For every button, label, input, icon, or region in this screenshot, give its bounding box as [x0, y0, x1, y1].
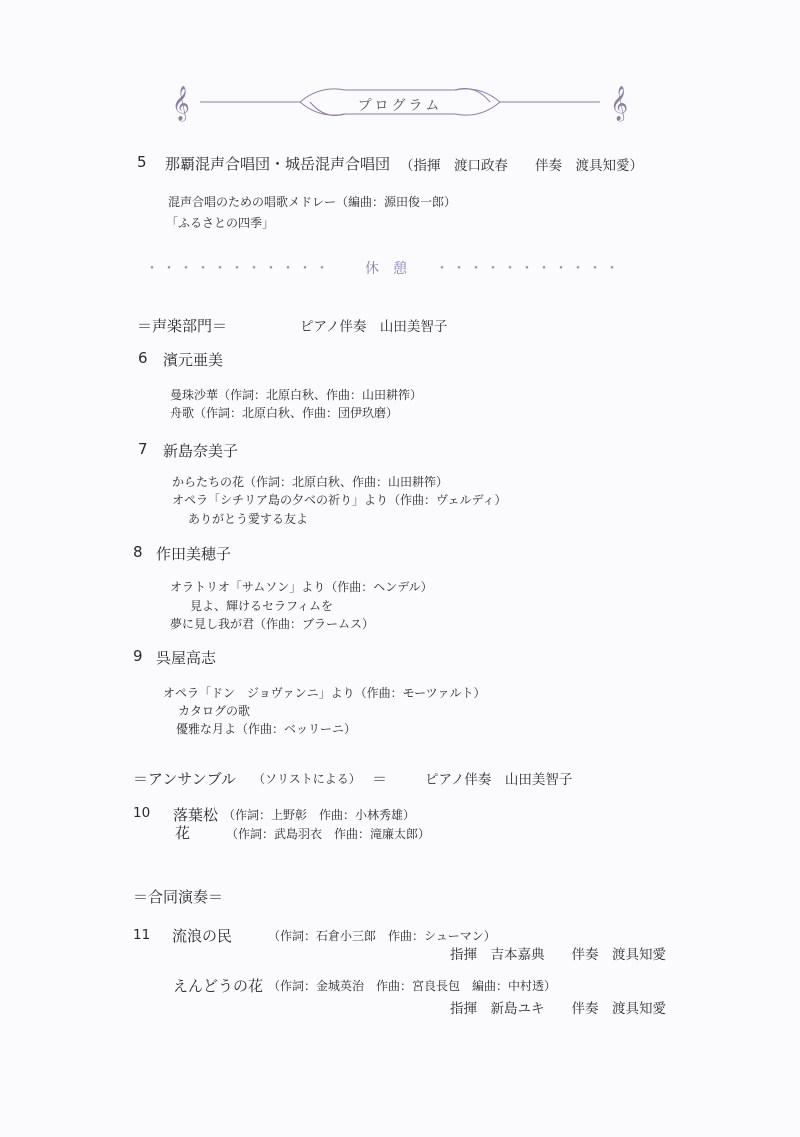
item-number: 11 [133, 927, 151, 943]
program-header [160, 80, 640, 130]
section-heading: ＝アンサンブル [133, 770, 237, 788]
song-title: 流浪の民 [172, 927, 233, 945]
song-line: カタログの歌 [178, 704, 251, 718]
song-line: 混声合唱のための唱歌メドレー（編曲：源田俊一郎） [168, 195, 457, 209]
song-line: オラトリオ「サムソン」より（作曲：ヘンデル） [170, 580, 433, 594]
performer-name: 新島奈美子 [163, 442, 239, 460]
song-title: 花 [175, 824, 191, 842]
staff-credit: 指揮 吉本嘉典 伴奏 渡具知愛 [450, 947, 666, 963]
intermission-label: 休憩 [365, 261, 421, 277]
song-credit: （作詞：武島羽衣 作曲：滝廉太郎） [226, 827, 431, 841]
song-line: オペラ「ドン ジョヴァンニ」より（作曲：モーツァルト） [163, 686, 486, 700]
accompanist-credit: ピアノ伴奏 山田美智子 [300, 319, 448, 335]
song-line: オペラ「シチリア島の夕べの祈り」より（作曲：ヴェルディ） [172, 493, 507, 507]
item-number: 10 [133, 805, 151, 821]
intermission-divider [145, 258, 645, 280]
song-line: 夢に見し我が君（作曲：ブラームス） [170, 617, 375, 631]
song-credit: （作詞：金城英治 作曲：宮良長包 編曲：中村透） [268, 979, 557, 993]
decorative-dots: ・・・・・・・・・・・ [145, 261, 332, 277]
song-credit: （作詞：石倉小三郎 作曲：シューマン） [268, 929, 496, 943]
treble-clef-left-icon: 𝄞 [172, 86, 190, 121]
song-line: 「ふるさとの四季」 [166, 216, 275, 230]
section-heading: ＝合同演奏＝ [133, 888, 224, 906]
item-number: 7 [138, 440, 148, 458]
performer-name: 那覇混声合唱団・城岳混声合唱団 [165, 155, 391, 173]
song-line: 見よ、輝けるセラフィムを [190, 599, 334, 613]
song-line: ありがとう愛する友よ [188, 512, 309, 526]
section-note: （ソリストによる） [253, 772, 361, 786]
song-line: 優雅な月よ（作曲：ベッリーニ） [176, 722, 357, 736]
decorative-dots: ・・・・・・・・・・・ [435, 261, 622, 277]
performer-name: 呉屋高志 [156, 649, 217, 667]
song-title: 落葉松 [173, 806, 219, 824]
program-title: プログラム [357, 98, 443, 114]
item-number: 8 [133, 543, 143, 561]
song-credit: （作詞：上野彰 作曲：小林秀雄） [223, 808, 416, 822]
item-number: 5 [137, 153, 147, 171]
song-line: 舟歌（作詞：北原白秋、作曲：団伊玖磨） [170, 406, 399, 420]
section-heading-close: ＝ [372, 770, 388, 788]
song-line: からたちの花（作詞：北原白秋、作曲：山田耕筰） [172, 475, 449, 489]
performer-name: 濱元亜美 [163, 351, 224, 369]
item-number: 6 [138, 349, 148, 367]
performer-name: 作田美穂子 [156, 545, 232, 563]
item-number: 9 [133, 647, 143, 665]
staff-credit: 指揮 新島ユキ 伴奏 渡具知愛 [450, 1001, 666, 1017]
song-line: 曼珠沙華（作詞：北原白秋、作曲：山田耕筰） [170, 388, 423, 402]
section-heading: ＝声楽部門＝ [137, 317, 228, 335]
conductor-credit: （指揮 渡口政春 伴奏 渡具知愛） [400, 158, 643, 174]
treble-clef-right-icon: 𝄞 [610, 86, 628, 121]
song-title: えんどうの花 [173, 977, 264, 995]
accompanist-credit: ピアノ伴奏 山田美智子 [425, 772, 573, 788]
